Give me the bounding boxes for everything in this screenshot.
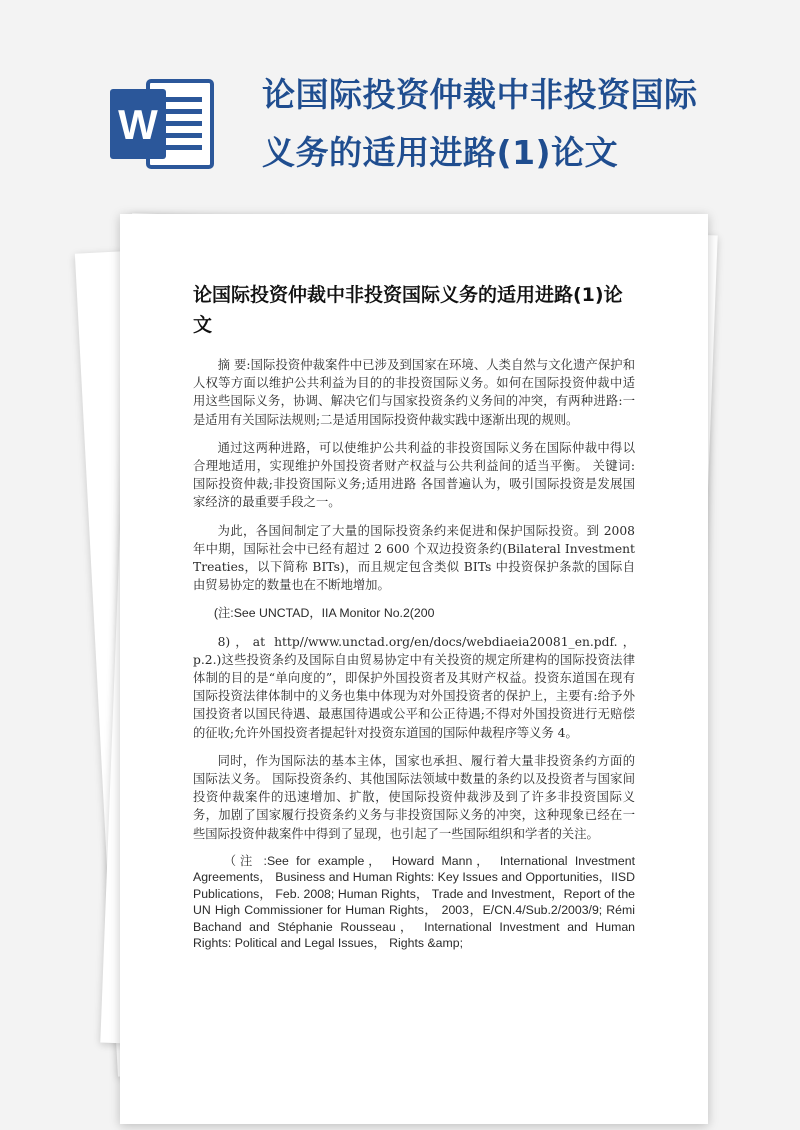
paragraph-note-references: （注 :See for example， Howard Mann， International Investment Agreements， Business and Human Rights: Key Issues and Opportunities，IISD Publications， Feb. 2008; Human Rights， Trade and Investment，Report of the UN High Commissioner for Human Rights， 2003，E/CN.4/Sub.2/2003/9; Rémi Bachand and Stéphanie Rousseau， International Investment and Human Rights: Political and Legal Issues， Rights &amp; bbox=[193, 853, 635, 951]
header-title bbox=[262, 66, 782, 182]
word-logo-letter: W bbox=[118, 101, 158, 148]
word-document-icon bbox=[108, 75, 218, 173]
paragraph-investment-regime: 8)，at http//www.unctad.org/en/docs/webdiaeia20081_en.pdf.，p.2.)这些投资条约及国际自由贸易协定中有关投资的规定所建构的国际投资法律体制的目的是“单向度的”，即保护外国投资者及其财产权益。投资东道国在现有国际投资法律体制中的义务也集中体现为对外国投资者的保护上，主要有:给予外国投资者以国民待遇、最惠国待遇或公平和公正待遇;不得对外国投资进行无赔偿的征收;允许外国投资者提起针对投资东道国的国际仲裁程序等义务 4。 bbox=[193, 634, 635, 740]
paragraph-abstract: 摘 要:国际投资仲裁案件中已涉及到国家在环境、人类自然与文化遗产保护和人权等方面以维护公共利益为目的的非投资国际义务。如何在国际投资仲裁中适用这些国际义务，协调、解决它们与国家投资条约义务间的冲突，有两种进路:一是适用有关国际法规则;二是适用国际投资仲裁实践中逐渐出现的规则。 bbox=[193, 358, 635, 427]
header-title-line2: 义务的适用进路(1)论文 bbox=[262, 133, 619, 172]
paragraph-note-unctad: (注:See UNCTAD，IIA Monitor No.2(200 bbox=[213, 606, 435, 621]
paragraph-keywords: 通过这两种进路，可以使维护公共利益的非投资国际义务在国际仲裁中得以合理地适用，实现维护外国投资者财产权益与公共利益间的适当平衡。 关键词: 国际投资仲裁;非投资国际义务;适用进路 各国普遍认为，吸引国际投资是发展国家经济的最重要手段之一。 bbox=[193, 440, 635, 510]
paragraph-bits: 为此，各国间制定了大量的国际投资条约来促进和保护国际投资。到 2008 年中期，国际社会中已经有超过 2 600 个双边投资条约(Bilateral Investment Treaties，以下简称 BITs)，而且规定包含类似 BITs 中投资保护条款的国际自由贸易协定的数量也在不断地增加。 bbox=[193, 523, 635, 593]
paragraph-non-investment-obligations: 同时，作为国际法的基本主体，国家也承担、履行着大量非投资条约方面的国际法义务。 国际投资条约、其他国际法领域中数量的条约以及投资者与国家间投资仲裁案件的迅速增加、扩散，使国际投资仲裁涉及到了许多非投资国际义务，加剧了国家履行投资条约义务与非投资国际义务的冲突，这种现象已经在一些国际投资仲裁案件中得到了显现，也引起了一些国际组织和学者的关注。 bbox=[193, 753, 635, 841]
document-title: 论国际投资仲裁中非投资国际义务的适用进路(1)论文 bbox=[193, 284, 623, 336]
header-title-line1: 论国际投资仲裁中非投资国际 bbox=[262, 75, 698, 114]
document-body bbox=[193, 280, 635, 962]
